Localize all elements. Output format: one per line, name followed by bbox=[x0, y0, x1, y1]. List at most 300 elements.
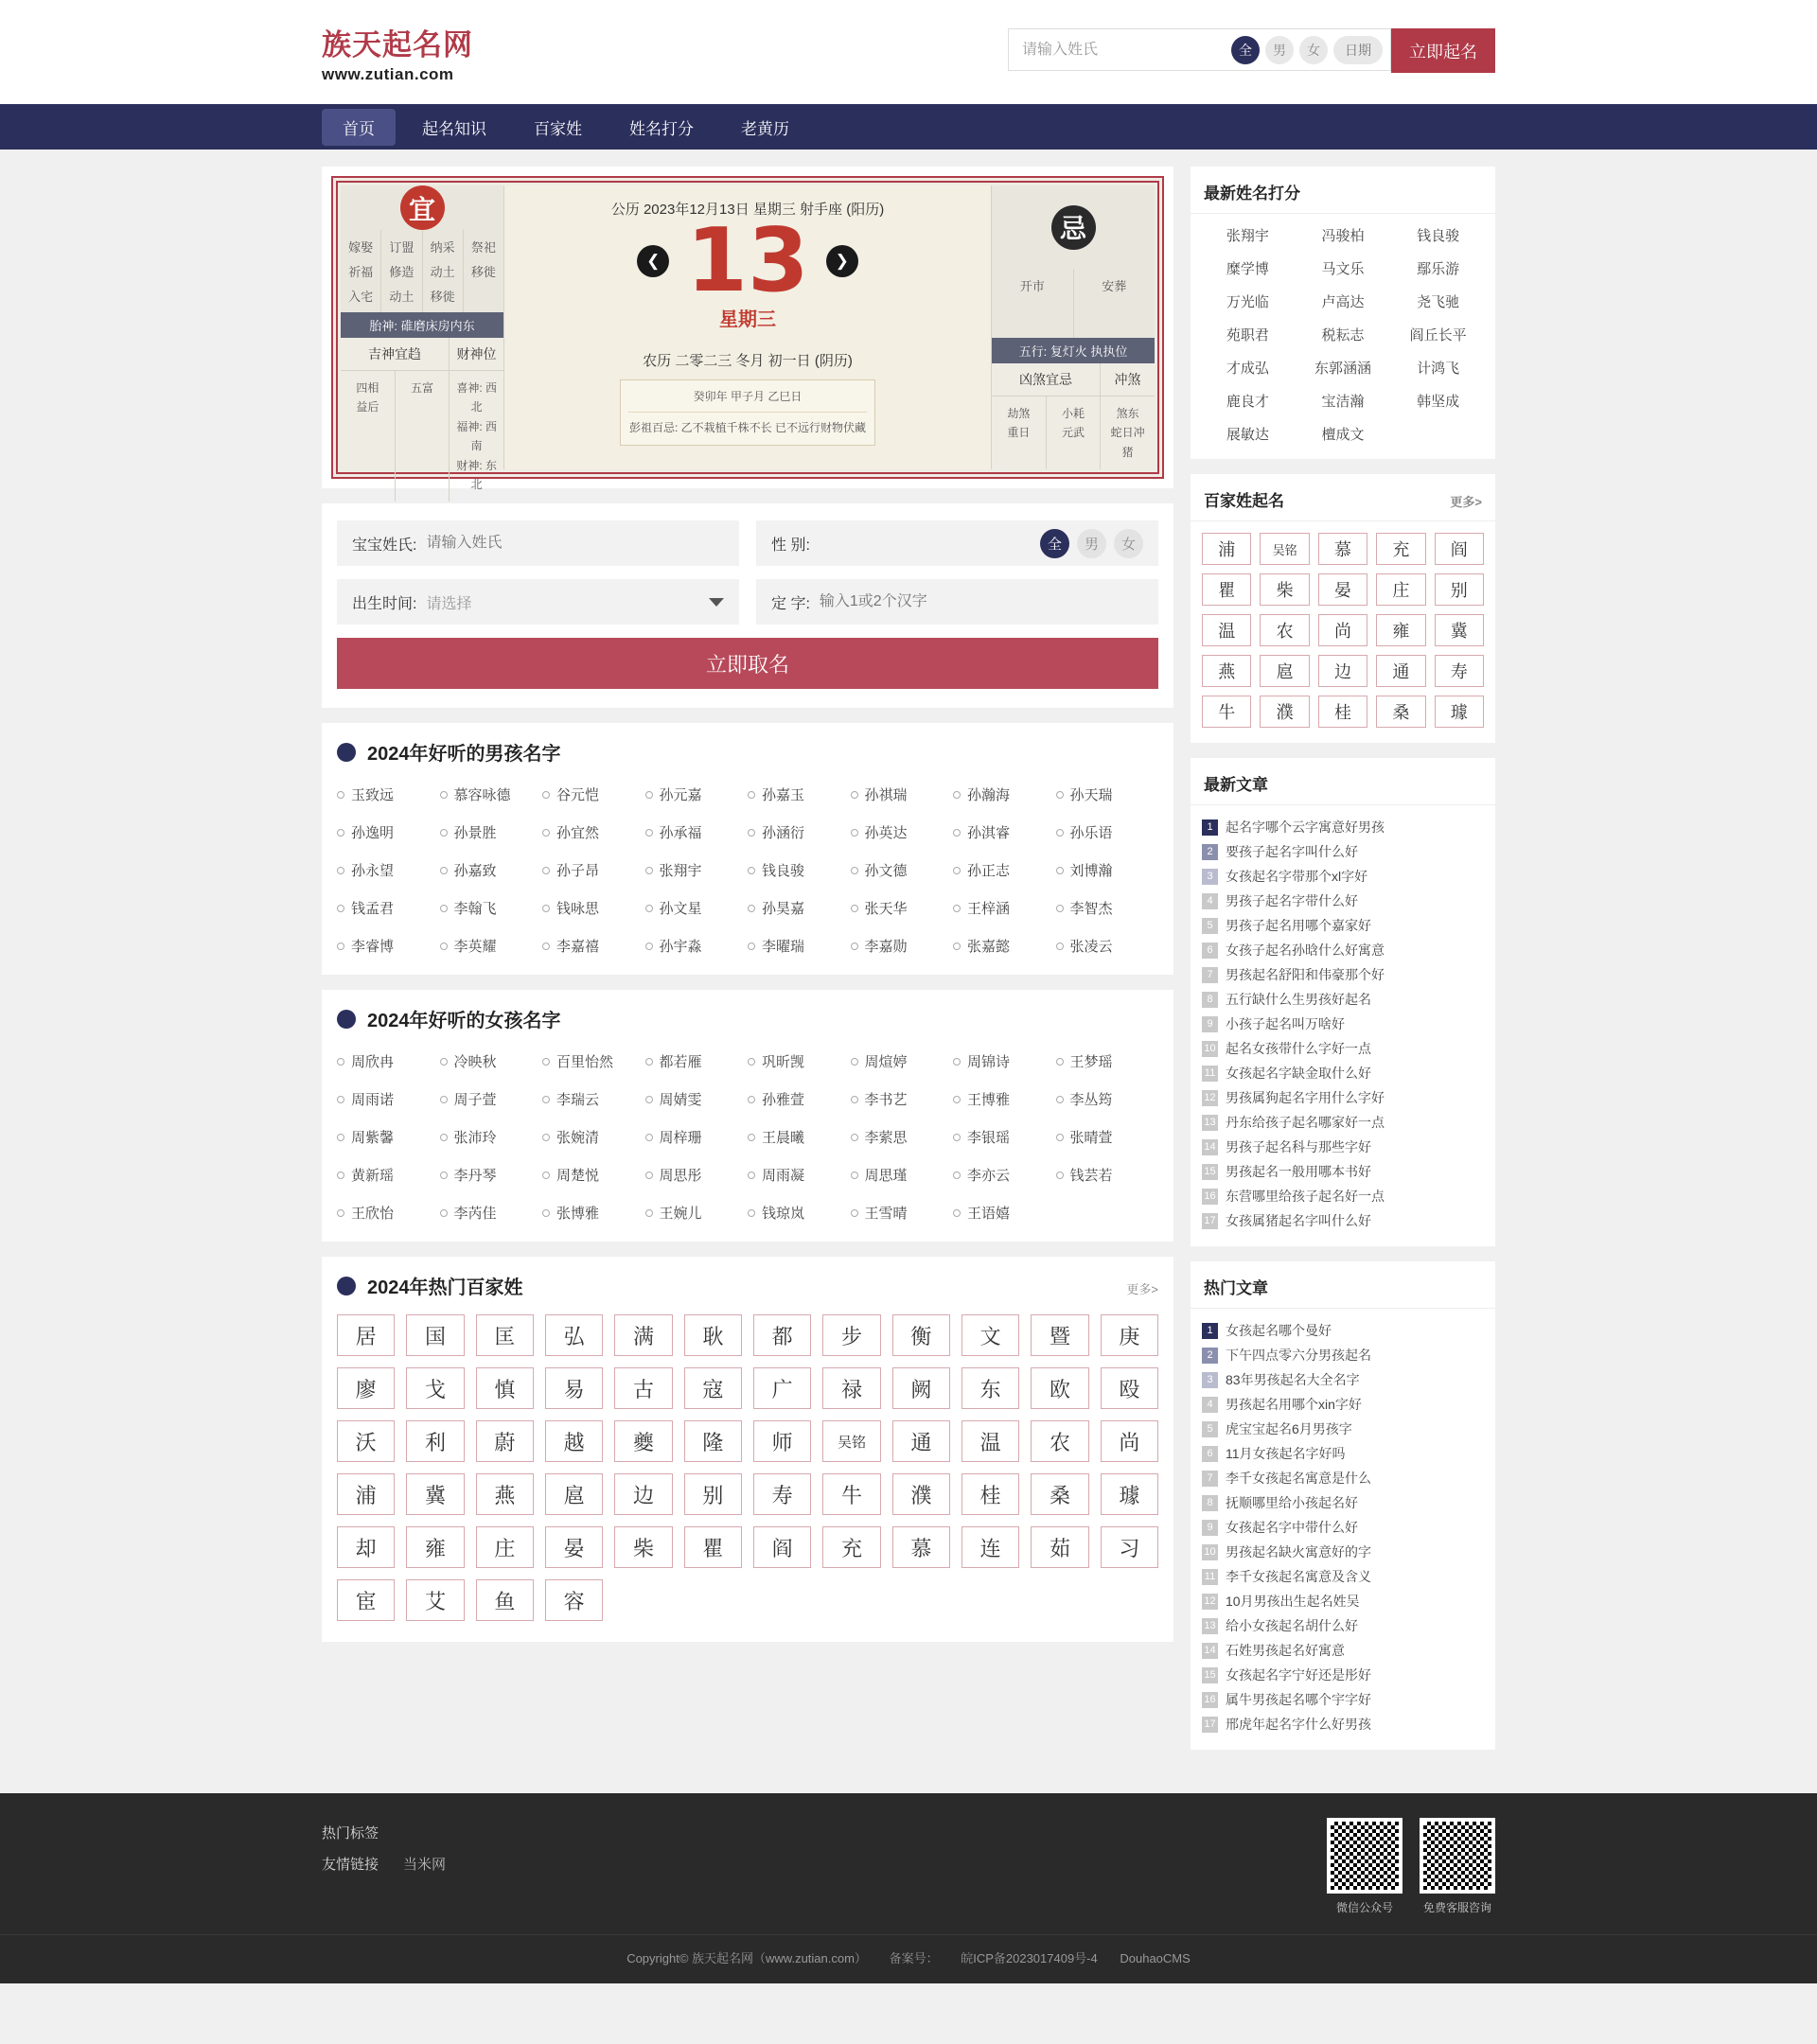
surname-box[interactable]: 廖 bbox=[337, 1367, 395, 1409]
article-rank: 15 bbox=[1202, 1667, 1218, 1683]
gender-pill-male[interactable]: 男 bbox=[1077, 529, 1106, 558]
name-item[interactable]: 周雨凝 bbox=[748, 1165, 851, 1185]
surname-box[interactable]: 文 bbox=[961, 1314, 1019, 1356]
name-item[interactable]: 周梓珊 bbox=[645, 1127, 749, 1147]
name-item[interactable]: 周婧雯 bbox=[645, 1089, 749, 1109]
score-item[interactable]: 才成弘 bbox=[1226, 361, 1269, 377]
name-item[interactable]: 李嘉禧 bbox=[542, 936, 645, 956]
sidebar-surname-box[interactable]: 温 bbox=[1202, 614, 1251, 646]
nav-item-4[interactable]: 老黄历 bbox=[741, 119, 789, 138]
name-item[interactable]: 孙天瑞 bbox=[1056, 784, 1159, 804]
score-item[interactable]: 展敏达 bbox=[1226, 427, 1269, 443]
girls-section-title: 2024年好听的女孩名字 bbox=[367, 1011, 561, 1031]
name-item[interactable]: 王梦瑶 bbox=[1056, 1051, 1159, 1071]
chevron-left-icon[interactable]: ❮ bbox=[637, 245, 669, 277]
score-item[interactable]: 韩坚成 bbox=[1417, 394, 1460, 410]
name-item[interactable]: 张翔宇 bbox=[645, 860, 749, 880]
name-item[interactable]: 李英耀 bbox=[440, 936, 543, 956]
sidebar-surname-box[interactable]: 扈 bbox=[1260, 655, 1309, 687]
name-item[interactable]: 王婉儿 bbox=[645, 1203, 749, 1223]
right-body-line: 元武 bbox=[1062, 426, 1085, 440]
article-title: 女孩起名字缺金取什么好 bbox=[1226, 1066, 1371, 1081]
name-item[interactable]: 孙宜然 bbox=[542, 822, 645, 842]
score-item[interactable]: 檀成文 bbox=[1321, 427, 1365, 443]
score-item[interactable]: 税耘志 bbox=[1321, 327, 1365, 344]
name-item[interactable]: 孙昊嘉 bbox=[748, 898, 851, 918]
right-body-line: 重日 bbox=[1007, 426, 1031, 440]
article-item[interactable] bbox=[1202, 1687, 1484, 1712]
score-item[interactable]: 张翔宇 bbox=[1226, 228, 1269, 244]
sidebar-surname-box[interactable]: 吴铭 bbox=[1260, 533, 1309, 565]
article-rank: 17 bbox=[1202, 1717, 1218, 1733]
left-body-line: 四相 bbox=[356, 381, 379, 395]
right-head-1: 冲煞 bbox=[1100, 363, 1155, 396]
name-item[interactable]: 孙正志 bbox=[953, 860, 1056, 880]
name-item[interactable]: 孙逸明 bbox=[337, 822, 440, 842]
score-item[interactable]: 鄢乐游 bbox=[1417, 261, 1460, 277]
article-rank: 16 bbox=[1202, 1692, 1218, 1708]
name-item[interactable]: 周楚悦 bbox=[542, 1165, 645, 1185]
name-item[interactable]: 李萦思 bbox=[851, 1127, 954, 1147]
yi-item: 移徙 bbox=[470, 265, 496, 279]
article-item[interactable] bbox=[1202, 1663, 1484, 1687]
name-item[interactable]: 李丛筠 bbox=[1056, 1089, 1159, 1109]
name-item[interactable]: 孙永望 bbox=[337, 860, 440, 880]
sidebar-surname-box[interactable]: 桂 bbox=[1318, 696, 1367, 728]
article-rank: 5 bbox=[1202, 918, 1218, 934]
name-item[interactable]: 李智杰 bbox=[1056, 898, 1159, 918]
sidebar-surname-box[interactable]: 边 bbox=[1318, 655, 1367, 687]
logo-text-main: 族天起名网 bbox=[322, 27, 473, 62]
score-item[interactable]: 计鸿飞 bbox=[1417, 361, 1460, 377]
score-item[interactable]: 尧飞驰 bbox=[1417, 294, 1460, 310]
sidebar-surname-box[interactable]: 瞿 bbox=[1202, 573, 1251, 606]
surname-box[interactable]: 容 bbox=[545, 1579, 603, 1621]
sidebar-surname-box[interactable]: 通 bbox=[1376, 655, 1425, 687]
sidebar-surname-box[interactable]: 燕 bbox=[1202, 655, 1251, 687]
surname-box[interactable]: 瞿 bbox=[684, 1526, 742, 1568]
article-rank: 9 bbox=[1202, 1520, 1218, 1536]
name-item[interactable]: 钱咏思 bbox=[542, 898, 645, 918]
name-item[interactable]: 李嘉勋 bbox=[851, 936, 954, 956]
name-item[interactable]: 孙雅萱 bbox=[748, 1089, 851, 1109]
lunar-date-line: 农历 二零二三 冬月 初一日 (阴历) bbox=[643, 352, 853, 369]
section-dot-icon bbox=[337, 1010, 356, 1029]
surname-box[interactable]: 禄 bbox=[822, 1367, 880, 1409]
surname-box[interactable]: 衡 bbox=[892, 1314, 950, 1356]
search-gender-pills bbox=[1231, 36, 1383, 64]
sidebar-surname-box[interactable]: 浦 bbox=[1202, 533, 1251, 565]
article-item[interactable] bbox=[1202, 1110, 1484, 1135]
hot-tags-label: 热门标签 bbox=[322, 1825, 379, 1841]
name-item[interactable]: 慕容咏德 bbox=[440, 784, 543, 804]
chevron-down-icon[interactable] bbox=[709, 598, 724, 607]
surname-box[interactable]: 庄 bbox=[476, 1526, 534, 1568]
article-item[interactable] bbox=[1202, 1540, 1484, 1564]
surname-box[interactable]: 却 bbox=[337, 1526, 395, 1568]
name-item[interactable]: 周雨诺 bbox=[337, 1089, 440, 1109]
surname-box[interactable]: 东 bbox=[961, 1367, 1019, 1409]
surname-box[interactable]: 充 bbox=[822, 1526, 880, 1568]
sidebar-surname-box[interactable]: 庄 bbox=[1376, 573, 1425, 606]
right-body-line: 煞东 bbox=[1116, 406, 1139, 420]
right-body-line: 蛇日冲猪 bbox=[1110, 426, 1145, 459]
search-box[interactable] bbox=[1008, 28, 1391, 71]
name-item[interactable]: 刘博瀚 bbox=[1056, 860, 1159, 880]
score-item[interactable]: 东郭涵涵 bbox=[1314, 361, 1371, 377]
name-item[interactable]: 巩昕觊 bbox=[748, 1051, 851, 1071]
surname-box[interactable]: 庚 bbox=[1101, 1314, 1158, 1356]
name-item[interactable]: 王梓涵 bbox=[953, 898, 1056, 918]
surname-box[interactable]: 吴铭 bbox=[822, 1420, 880, 1462]
left-sub-head bbox=[341, 338, 503, 371]
field-fixedchar[interactable] bbox=[756, 579, 1158, 625]
sidebar-surname-box[interactable]: 晏 bbox=[1318, 573, 1367, 606]
name-item[interactable]: 张博雅 bbox=[542, 1203, 645, 1223]
article-item[interactable] bbox=[1202, 1135, 1484, 1159]
surname-box[interactable]: 师 bbox=[753, 1420, 811, 1462]
name-item[interactable]: 李瑞云 bbox=[542, 1089, 645, 1109]
cms-name: DouhaoCMS bbox=[1120, 1951, 1191, 1965]
surname-box[interactable]: 欧 bbox=[1031, 1367, 1088, 1409]
article-item[interactable] bbox=[1202, 1208, 1484, 1233]
score-item[interactable]: 宝洁瀚 bbox=[1321, 394, 1365, 410]
surname-box[interactable]: 蔚 bbox=[476, 1420, 534, 1462]
name-item[interactable]: 李书艺 bbox=[851, 1089, 954, 1109]
sidebar-surname-box[interactable]: 冀 bbox=[1435, 614, 1484, 646]
name-item[interactable]: 孙涵衍 bbox=[748, 822, 851, 842]
sidebar-surname-box[interactable]: 尚 bbox=[1318, 614, 1367, 646]
yi-item: 动土 bbox=[430, 265, 455, 279]
article-item[interactable] bbox=[1202, 1638, 1484, 1663]
surname-box[interactable]: 冀 bbox=[406, 1473, 464, 1515]
surname-box[interactable]: 广 bbox=[753, 1367, 811, 1409]
surname-box[interactable]: 柴 bbox=[614, 1526, 672, 1568]
article-item[interactable] bbox=[1202, 1367, 1484, 1392]
search-date-pill[interactable]: 日期 bbox=[1333, 36, 1383, 64]
surname-box[interactable]: 农 bbox=[1031, 1420, 1088, 1462]
name-item[interactable]: 王博雅 bbox=[953, 1089, 1056, 1109]
name-item[interactable]: 李翰飞 bbox=[440, 898, 543, 918]
icp-value[interactable]: 皖ICP备2023017409号-4 bbox=[961, 1951, 1098, 1965]
surname-box[interactable]: 茹 bbox=[1031, 1526, 1088, 1568]
name-item[interactable]: 李睿博 bbox=[337, 936, 440, 956]
section-dot-icon bbox=[337, 1277, 356, 1295]
name-item[interactable]: 王语嬉 bbox=[953, 1203, 1056, 1223]
hot-surnames-more-link[interactable]: 更多> bbox=[1126, 1282, 1158, 1296]
surname-box[interactable]: 濮 bbox=[892, 1473, 950, 1515]
surname-box[interactable]: 桂 bbox=[961, 1473, 1019, 1515]
nav-item-3[interactable]: 姓名打分 bbox=[629, 119, 694, 138]
field-birthtime[interactable] bbox=[337, 579, 739, 625]
score-item[interactable]: 马文乐 bbox=[1321, 261, 1365, 277]
sidebar-surnames-more-link[interactable]: 更多> bbox=[1450, 495, 1482, 509]
search-pill-male[interactable]: 男 bbox=[1265, 36, 1294, 64]
boys-names-card bbox=[322, 723, 1173, 975]
score-item[interactable]: 鹿良才 bbox=[1226, 394, 1269, 410]
surname-box[interactable]: 宦 bbox=[337, 1579, 395, 1621]
surname-box[interactable]: 尚 bbox=[1101, 1420, 1158, 1462]
name-item[interactable]: 张嘉懿 bbox=[953, 936, 1056, 956]
article-rank: 13 bbox=[1202, 1618, 1218, 1634]
name-item[interactable]: 王雪晴 bbox=[851, 1203, 954, 1223]
name-item[interactable]: 张沛玲 bbox=[440, 1127, 543, 1147]
surname-box[interactable]: 晏 bbox=[545, 1526, 603, 1568]
article-title: 丹东给孩子起名哪家好一点 bbox=[1226, 1115, 1385, 1130]
score-item[interactable]: 万光临 bbox=[1226, 294, 1269, 310]
sidebar-surname-box[interactable]: 雍 bbox=[1376, 614, 1425, 646]
surname-box[interactable]: 鱼 bbox=[476, 1579, 534, 1621]
article-rank: 4 bbox=[1202, 893, 1218, 909]
taishen-label: 胎神: 碓磨床房内东 bbox=[341, 312, 503, 338]
site-logo[interactable] bbox=[322, 21, 473, 84]
article-item[interactable] bbox=[1202, 1613, 1484, 1638]
surname-box[interactable]: 戈 bbox=[406, 1367, 464, 1409]
ji-item: 开市 bbox=[1019, 279, 1045, 293]
yi-item: 移徙 bbox=[430, 290, 455, 304]
sidebar-surname-box[interactable]: 慕 bbox=[1318, 533, 1367, 565]
surname-input[interactable] bbox=[426, 535, 724, 552]
article-item[interactable] bbox=[1202, 1012, 1484, 1036]
surname-box[interactable]: 慎 bbox=[476, 1367, 534, 1409]
nav-item-0[interactable]: 首页 bbox=[322, 109, 396, 146]
article-title: 男孩子起名用哪个嘉家好 bbox=[1226, 918, 1371, 933]
score-item[interactable]: 钱良骏 bbox=[1417, 228, 1460, 244]
name-item[interactable]: 孙文星 bbox=[645, 898, 749, 918]
site-header bbox=[0, 0, 1817, 104]
calendar-yi-column bbox=[341, 185, 503, 491]
article-rank: 10 bbox=[1202, 1544, 1218, 1560]
article-title: 五行缺什么生男孩好起名 bbox=[1226, 992, 1371, 1007]
surname-box[interactable]: 连 bbox=[961, 1526, 1019, 1568]
article-item[interactable] bbox=[1202, 1490, 1484, 1515]
article-title: 女孩起名字带那个xl字好 bbox=[1226, 869, 1368, 884]
header-submit-button[interactable]: 立即起名 bbox=[1391, 28, 1495, 73]
score-item[interactable]: 阎丘长平 bbox=[1409, 327, 1467, 344]
name-item[interactable]: 孙宇淼 bbox=[645, 936, 749, 956]
surname-box[interactable]: 燕 bbox=[476, 1473, 534, 1515]
name-item[interactable]: 李亦云 bbox=[953, 1165, 1056, 1185]
article-item[interactable] bbox=[1202, 864, 1484, 889]
name-item[interactable]: 玉致远 bbox=[337, 784, 440, 804]
nav-item-2[interactable]: 百家姓 bbox=[534, 119, 582, 138]
surname-box[interactable]: 满 bbox=[614, 1314, 672, 1356]
surname-box[interactable]: 扈 bbox=[545, 1473, 603, 1515]
article-item[interactable] bbox=[1202, 938, 1484, 962]
surname-box[interactable]: 牛 bbox=[822, 1473, 880, 1515]
name-item[interactable]: 都若雁 bbox=[645, 1051, 749, 1071]
article-item[interactable] bbox=[1202, 815, 1484, 839]
yi-group-3 bbox=[463, 230, 503, 312]
article-rank: 7 bbox=[1202, 967, 1218, 983]
name-item[interactable]: 李丹琴 bbox=[440, 1165, 543, 1185]
sidebar-surname-box[interactable]: 农 bbox=[1260, 614, 1309, 646]
sidebar-surname-box[interactable]: 濮 bbox=[1260, 696, 1309, 728]
article-item[interactable] bbox=[1202, 1712, 1484, 1736]
name-item[interactable]: 孙乐语 bbox=[1056, 822, 1159, 842]
surname-box[interactable]: 通 bbox=[892, 1420, 950, 1462]
sidebar-surname-box[interactable]: 牛 bbox=[1202, 696, 1251, 728]
article-item[interactable] bbox=[1202, 1085, 1484, 1110]
birthtime-label: 出生时间: bbox=[352, 595, 417, 612]
name-item[interactable]: 王晨曦 bbox=[748, 1127, 851, 1147]
left-body-line: 喜神: 西北 bbox=[456, 381, 498, 414]
article-rank: 8 bbox=[1202, 992, 1218, 1008]
surname-box[interactable]: 弘 bbox=[545, 1314, 603, 1356]
sidebar-surname-box[interactable]: 别 bbox=[1435, 573, 1484, 606]
name-item[interactable]: 孙英达 bbox=[851, 822, 954, 842]
name-item[interactable]: 周子萱 bbox=[440, 1089, 543, 1109]
article-title: 女孩起名哪个曼好 bbox=[1226, 1323, 1332, 1338]
fixedchar-input[interactable] bbox=[820, 593, 1143, 610]
surname-box[interactable]: 利 bbox=[406, 1420, 464, 1462]
surname-box[interactable]: 别 bbox=[684, 1473, 742, 1515]
article-item[interactable] bbox=[1202, 839, 1484, 864]
article-title: 10月男孩出生起名姓吴 bbox=[1226, 1594, 1360, 1609]
surname-box[interactable]: 步 bbox=[822, 1314, 880, 1356]
left-body-0 bbox=[341, 371, 395, 502]
nav-item-1[interactable]: 起名知识 bbox=[422, 119, 486, 138]
name-item[interactable]: 王欣怡 bbox=[337, 1203, 440, 1223]
name-item[interactable]: 张晴萱 bbox=[1056, 1127, 1159, 1147]
name-item[interactable]: 周紫馨 bbox=[337, 1127, 440, 1147]
surname-box[interactable]: 隆 bbox=[684, 1420, 742, 1462]
surname-box[interactable]: 阎 bbox=[753, 1526, 811, 1568]
surname-box[interactable]: 寿 bbox=[753, 1473, 811, 1515]
name-item[interactable]: 钱琼岚 bbox=[748, 1203, 851, 1223]
name-item[interactable]: 李芮佳 bbox=[440, 1203, 543, 1223]
article-item[interactable] bbox=[1202, 1061, 1484, 1085]
surname-box[interactable]: 寇 bbox=[684, 1367, 742, 1409]
name-item[interactable]: 孙文德 bbox=[851, 860, 954, 880]
gender-pill-female[interactable]: 女 bbox=[1114, 529, 1143, 558]
sidebar-surname-box[interactable]: 阎 bbox=[1435, 533, 1484, 565]
chevron-right-icon[interactable]: ❯ bbox=[826, 245, 858, 277]
article-title: 起名字哪个云字寓意好男孩 bbox=[1226, 819, 1385, 835]
surname-box[interactable]: 浦 bbox=[337, 1473, 395, 1515]
article-item[interactable] bbox=[1202, 1184, 1484, 1208]
name-item[interactable]: 张凌云 bbox=[1056, 936, 1159, 956]
surname-box[interactable]: 匡 bbox=[476, 1314, 534, 1356]
sidebar-surname-box[interactable]: 璩 bbox=[1435, 696, 1484, 728]
name-item[interactable]: 张婉清 bbox=[542, 1127, 645, 1147]
name-item[interactable]: 周思瑾 bbox=[851, 1165, 954, 1185]
name-item[interactable]: 百里怡然 bbox=[542, 1051, 645, 1071]
gender-pill-all[interactable]: 全 bbox=[1040, 529, 1069, 558]
name-item[interactable]: 钱良骏 bbox=[748, 860, 851, 880]
article-item[interactable] bbox=[1202, 1441, 1484, 1466]
name-item[interactable]: 李银瑶 bbox=[953, 1127, 1056, 1147]
sidebar-surname-box[interactable]: 柴 bbox=[1260, 573, 1309, 606]
sidebar-surname-box[interactable]: 桑 bbox=[1376, 696, 1425, 728]
generate-names-button[interactable]: 立即取名 bbox=[337, 638, 1158, 689]
article-item[interactable] bbox=[1202, 1318, 1484, 1343]
surname-box[interactable]: 暨 bbox=[1031, 1314, 1088, 1356]
surname-box[interactable]: 殴 bbox=[1101, 1367, 1158, 1409]
article-item[interactable] bbox=[1202, 913, 1484, 938]
score-item[interactable]: 卢高达 bbox=[1321, 294, 1365, 310]
day-number: 13 bbox=[686, 209, 809, 311]
name-item[interactable]: 周思彤 bbox=[645, 1165, 749, 1185]
hot-surnames-title: 2024年热门百家姓 bbox=[367, 1278, 523, 1298]
surname-label: 宝宝姓氏: bbox=[352, 537, 417, 554]
score-item[interactable]: 苑职君 bbox=[1226, 327, 1269, 344]
name-item[interactable]: 孙元嘉 bbox=[645, 784, 749, 804]
article-item[interactable] bbox=[1202, 1159, 1484, 1184]
name-item[interactable]: 孙淇睿 bbox=[953, 822, 1056, 842]
surname-box[interactable]: 耿 bbox=[684, 1314, 742, 1356]
name-item[interactable]: 钱芸若 bbox=[1056, 1165, 1159, 1185]
article-item[interactable] bbox=[1202, 1392, 1484, 1417]
surname-box[interactable]: 夔 bbox=[614, 1420, 672, 1462]
surname-box[interactable]: 慕 bbox=[892, 1526, 950, 1568]
surname-box[interactable]: 沃 bbox=[337, 1420, 395, 1462]
surname-box[interactable]: 桑 bbox=[1031, 1473, 1088, 1515]
calendar-ji-column bbox=[992, 185, 1155, 469]
sidebar-surname-box[interactable]: 充 bbox=[1376, 533, 1425, 565]
name-item[interactable]: 孙承福 bbox=[645, 822, 749, 842]
article-item[interactable] bbox=[1202, 889, 1484, 913]
name-item[interactable]: 孙瀚海 bbox=[953, 784, 1056, 804]
name-item[interactable]: 孙景胜 bbox=[440, 822, 543, 842]
name-item[interactable]: 孙祺瑞 bbox=[851, 784, 954, 804]
surname-box[interactable]: 居 bbox=[337, 1314, 395, 1356]
name-item[interactable]: 谷元恺 bbox=[542, 784, 645, 804]
article-item[interactable] bbox=[1202, 1564, 1484, 1589]
name-item[interactable]: 张天华 bbox=[851, 898, 954, 918]
name-item[interactable]: 周锦诗 bbox=[953, 1051, 1056, 1071]
name-item[interactable]: 孙子昂 bbox=[542, 860, 645, 880]
name-item[interactable]: 孙嘉致 bbox=[440, 860, 543, 880]
surname-box[interactable]: 越 bbox=[545, 1420, 603, 1462]
name-item[interactable]: 钱孟君 bbox=[337, 898, 440, 918]
name-item[interactable]: 孙嘉玉 bbox=[748, 784, 851, 804]
surname-box[interactable]: 边 bbox=[614, 1473, 672, 1515]
surname-box[interactable]: 艾 bbox=[406, 1579, 464, 1621]
surname-box[interactable]: 都 bbox=[753, 1314, 811, 1356]
surname-box[interactable]: 习 bbox=[1101, 1526, 1158, 1568]
article-item[interactable] bbox=[1202, 962, 1484, 987]
name-item[interactable]: 李曜瑞 bbox=[748, 936, 851, 956]
sidebar-surname-box[interactable]: 寿 bbox=[1435, 655, 1484, 687]
score-item[interactable]: 冯骏柏 bbox=[1321, 228, 1365, 244]
article-item[interactable] bbox=[1202, 1343, 1484, 1367]
surname-box[interactable]: 易 bbox=[545, 1367, 603, 1409]
surname-box[interactable]: 国 bbox=[406, 1314, 464, 1356]
article-item[interactable] bbox=[1202, 987, 1484, 1012]
search-pill-female[interactable]: 女 bbox=[1299, 36, 1328, 64]
article-item[interactable] bbox=[1202, 1417, 1484, 1441]
article-item[interactable] bbox=[1202, 1589, 1484, 1613]
friend-link-item[interactable]: 当米网 bbox=[403, 1857, 447, 1873]
name-item[interactable]: 周煊婷 bbox=[851, 1051, 954, 1071]
article-item[interactable] bbox=[1202, 1515, 1484, 1540]
surname-box[interactable]: 古 bbox=[614, 1367, 672, 1409]
surname-box[interactable]: 阙 bbox=[892, 1367, 950, 1409]
article-item[interactable] bbox=[1202, 1466, 1484, 1490]
name-item[interactable]: 黄新瑶 bbox=[337, 1165, 440, 1185]
name-item[interactable]: 冷映秋 bbox=[440, 1051, 543, 1071]
surname-box[interactable]: 璩 bbox=[1101, 1473, 1158, 1515]
search-input[interactable] bbox=[1022, 42, 1231, 59]
score-item[interactable]: 糜学博 bbox=[1226, 261, 1269, 277]
name-item[interactable]: 周欣冉 bbox=[337, 1051, 440, 1071]
search-pill-all[interactable]: 全 bbox=[1231, 36, 1260, 64]
article-item[interactable] bbox=[1202, 1036, 1484, 1061]
surname-box[interactable]: 温 bbox=[961, 1420, 1019, 1462]
surname-box[interactable]: 雍 bbox=[406, 1526, 464, 1568]
field-surname[interactable] bbox=[337, 520, 739, 566]
